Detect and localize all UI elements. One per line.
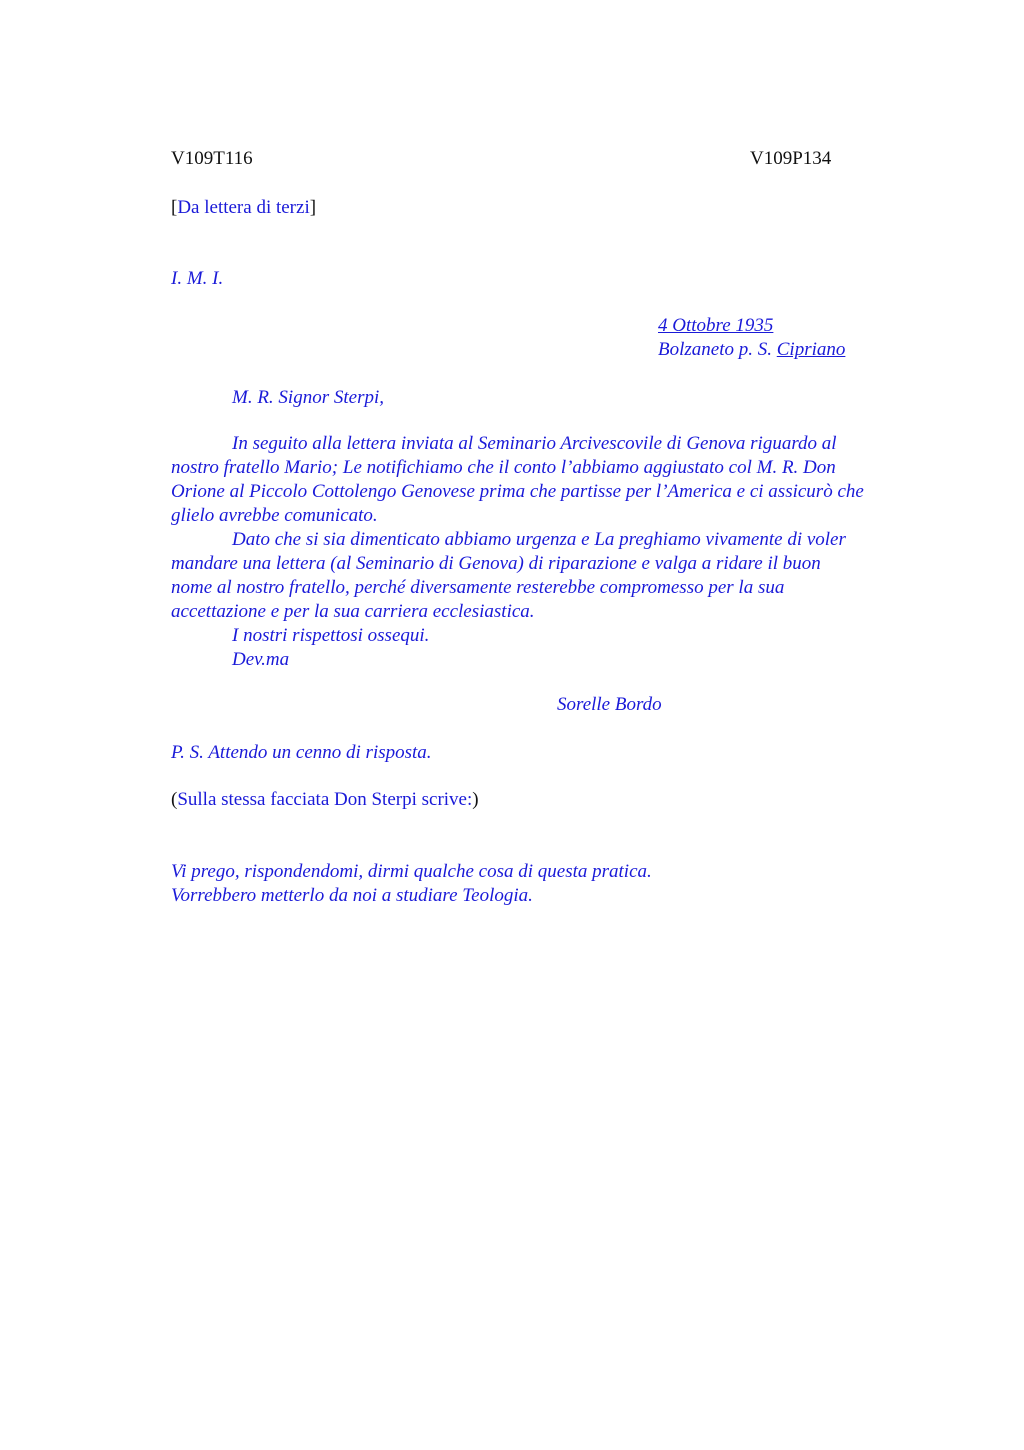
- body-line: nome al nostro fratello, perché diversamente resterebbe compromesso per la sua: [171, 577, 785, 598]
- letter-date: 4 Ottobre 1935: [658, 315, 774, 336]
- sterpi-note-line: Vorrebbero metterlo da noi a studiare Teologia.: [171, 885, 533, 906]
- sterpi-note-line: Vi prego, rispondendomi, dirmi qualche cosa di questa pratica.: [171, 861, 652, 882]
- source-note: [171, 196, 316, 220]
- invocation: I. M. I.: [171, 268, 224, 289]
- signature: Sorelle Bordo: [557, 694, 662, 715]
- body-line: mandare una lettera (al Seminario di Genova) di riparazione e valga a ridare il buon: [171, 553, 821, 574]
- body-line: nostro fratello Mario; Le notifichiamo che il conto l’abbiamo aggiustato col M. R. Don: [171, 457, 836, 478]
- salutation: M. R. Signor Sterpi,: [232, 387, 384, 408]
- document-code-right: V109P134: [750, 148, 832, 169]
- document-code-left: V109T116: [171, 148, 253, 169]
- body-line: Orione al Piccolo Cottolengo Genovese prima che partisse per l’America e ci assicurò che: [171, 481, 864, 502]
- body-line: In seguito alla lettera inviata al Seminario Arcivescovile di Genova riguardo al: [232, 433, 837, 454]
- body-line: accettazione e per la sua carriera ecclesiastica.: [171, 601, 535, 622]
- editor-note-open-paren: (: [171, 789, 178, 810]
- source-note-text: Da lettera di terzi: [177, 197, 310, 218]
- letter-body: [171, 432, 931, 672]
- editor-note: [171, 788, 479, 812]
- letter-place-prefix: Bolzaneto p. S.: [658, 339, 777, 360]
- closing-line: Dev.ma: [232, 649, 290, 670]
- letter-place: [658, 338, 845, 362]
- editor-note-text: Sulla stessa facciata Don Sterpi scrive:: [177, 789, 473, 810]
- postscript: P. S. Attendo un cenno di risposta.: [171, 742, 432, 763]
- letter-place-underlined: Cipriano: [776, 339, 846, 360]
- body-line: glielo avrebbe comunicato.: [171, 505, 378, 526]
- source-note-open-bracket: [: [171, 197, 178, 218]
- body-line: Dato che si sia dimenticato abbiamo urgenza e La preghiamo vivamente di voler: [232, 529, 846, 550]
- editor-note-close-paren: ): [472, 789, 479, 810]
- source-note-close-bracket: ]: [309, 197, 317, 218]
- regards-line: I nostri rispettosi ossequi.: [232, 625, 430, 646]
